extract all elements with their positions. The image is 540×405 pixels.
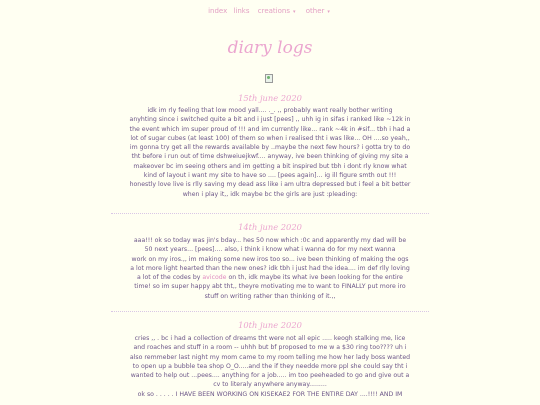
entry-line: idk im rly feeling that low mood yall.... ._. ,, probably want really bother writing [147,107,393,114]
entry-line: im gonna try get all the rewards available by ..maybe the next few hours? i gotta try to do [129,144,411,152]
entry-line: aaa!!! ok so today was jin's bday... hes 50 now which :0c and apparently my dad will be [133,237,407,244]
nav-dropdown-creations[interactable] [256,7,298,15]
entry-line: also remmeber last night my mom came to my room telling me how her lady boss wanted [129,353,411,361]
entry-line: cries ,, . bc i had a collection of dreams tht were not all epic ..... keogh stalking me, lice [134,335,406,342]
entry-line: cv to literaly anywhere anyway......... [213,381,327,389]
nav-dropdown-other[interactable] [304,7,332,15]
nav-dropdown-creations-label: creations [257,7,290,15]
entry-line: lot of sugar cubes (at least 100) of them so when i realised tht i was like... OH ....so yeah,, [130,134,410,142]
page-title: diary logs [227,38,313,58]
entry-divider [111,213,429,214]
entry-line: a lot more light hearted than the new ones? idk tbh i just had the idea.... im def rlly loving [130,264,410,272]
chevron-down-icon: ▾ [292,9,296,15]
entry-line: anyhting since i switched quite a bit and i just [pees] ,, uhh ig in sifas i ranked like ~12k in [129,116,411,124]
entry-line: a lot of the codes by avicode on th, idk maybe its what ive been looking for the entire [137,274,403,282]
entry-line: time! so im super happy abt tht,, theyre motivating me to want to FINALLY put more iro [134,283,406,291]
entry-body [111,236,429,301]
entry-body [111,334,429,399]
broken-image-icon [265,74,273,83]
entry-line: makeover bc im seeing others and im getting a bit inspired but tbh i dont rly know what [133,162,407,170]
entry-divider [111,311,429,312]
entry-line: ok so . . . . . I HAVE BEEN WORKING ON KISEKAE2 FOR THE ENTIRE DAY ....!!!! AND IM [137,390,403,398]
entry-line: tht before i run out of time dshweiuejkwf.... anyway, ive been thinking of giving my site a [131,153,409,161]
entry-line: to open up a bubble tea shop O_O.....and the if they needde more ppl she could say tht i [132,362,408,370]
entry-line: and roaches and stuff in a room -- uhhh but bf proposed to me w a $30 ring too???? uh i [133,344,407,352]
entry-line: when i play it,, idk maybe bc the girls are just :pleading: [182,190,358,198]
nav-link-index[interactable]: index [208,7,228,15]
entry-line: 50 next years... [pees].... also, i think i know what i wanna do for my next wanna [144,246,396,254]
nav-dropdown-other-label: other [305,7,325,15]
entry-body [111,106,429,199]
entry-line: kind of layout i want my site to have so .... [pees again]... ig ill figure smth out !!! [143,172,397,180]
entry-line: wanted to help out ...pees.... anything for a job..... im too peeheaded to go and give out a [130,372,410,380]
avicode-link[interactable]: avicode [202,274,227,282]
entry-line: the event which im super proud of !!! and im currently like... rank ~4k in #sif... tbh i had a [129,125,411,133]
nav-link-links[interactable]: links [233,7,250,15]
entry-line: stuff on writing rather than thinking of it.,, [204,292,336,300]
entry-date: 15th june 2020 [238,93,302,103]
entry-line: work on my iros.,, im making some new iros too so... ive been thinking of making the ogs [131,255,409,263]
entry-date: 10th june 2020 [238,320,302,330]
top-nav [0,7,540,15]
entry-date: 14th june 2020 [238,222,302,232]
chevron-down-icon: ▾ [327,9,330,15]
entry-line: honestly love live is rlly saving my dead ass like i am ultra depressed but i feel a bit better [129,181,411,189]
